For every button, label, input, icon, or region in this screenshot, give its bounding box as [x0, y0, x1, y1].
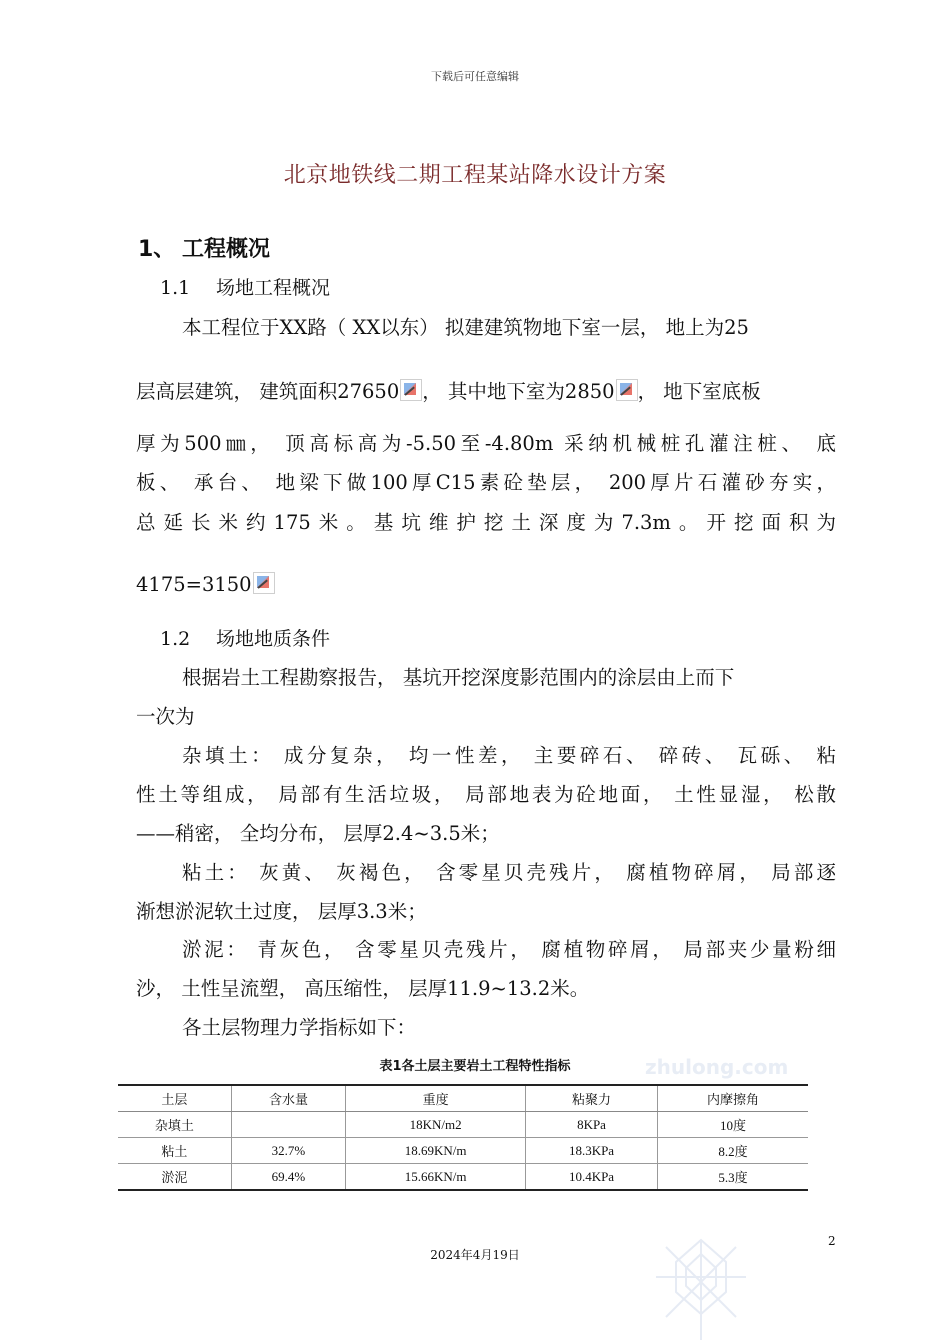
column-header: 土层 — [118, 1085, 231, 1112]
paragraph-line: 淤泥： 青灰色， 含零星贝壳残片， 腐植物碎屑， 局部夹少量粉细 — [182, 938, 836, 961]
paragraph-line: 性土等组成， 局部有生活垃圾， 局部地表为砼地面， 土性显湿， 松散 — [136, 783, 836, 806]
table-cell: 10.4KPa — [525, 1164, 657, 1191]
paragraph-line: 本工程位于XX路（ XX以东） 拟建建筑物地下室一层， 地上为25 — [182, 316, 749, 339]
table-header-row — [118, 1085, 808, 1112]
paragraph-line — [136, 572, 836, 596]
paragraph-line: 根据岩土工程勘察报告， 基坑开挖深度影范围内的涂层由上而下 — [182, 666, 735, 689]
paragraph-line: ——稍密， 全均分布， 层厚2.4~3.5米； — [136, 822, 500, 845]
header-note: 下载后可任意编辑 — [431, 70, 519, 83]
table-cell: 32.7% — [231, 1138, 346, 1164]
document-title: 北京地铁线二期工程某站降水设计方案 — [283, 163, 667, 188]
subsection-number: 1.2 — [160, 628, 191, 650]
paragraph-line: 杂填土： 成分复杂， 均一性差， 主要碎石、 碎砖、 瓦砾、 粘 — [182, 744, 836, 767]
paragraph-line: 总延长米约175米。基坑维护挖土深度为7.3m。开挖面积为 — [136, 511, 836, 534]
table-cell: 10度 — [658, 1112, 808, 1138]
footer-date: 2024年4月19日 — [430, 1248, 520, 1262]
section-heading-1 — [138, 232, 270, 263]
table-cell — [231, 1112, 346, 1138]
paragraph-line: 板、 承台、 地梁下做100厚C15素砼垫层， 200厚片石灌砂夯实， — [136, 471, 836, 494]
paragraph-line: 一次为 — [136, 705, 195, 728]
text-run: ， 其中地下室为2850 — [422, 380, 615, 403]
soil-properties-table — [118, 1084, 808, 1191]
subsection-label: 场地工程概况 — [216, 277, 331, 299]
paragraph-line: 厚为500㎜， 顶高标高为-5.50至-4.80m 采纳机械桩孔灌注桩、 底 — [136, 432, 836, 455]
column-header: 重度 — [346, 1085, 526, 1112]
table-cell: 69.4% — [231, 1164, 346, 1191]
table-cell: 8.2度 — [658, 1138, 808, 1164]
section-number: 1、 — [138, 237, 176, 262]
table-cell: 5.3度 — [658, 1164, 808, 1191]
table-cell: 杂填土 — [118, 1112, 231, 1138]
table-row — [118, 1138, 808, 1164]
broken-image-icon — [400, 379, 422, 401]
table-cell: 18KN/m2 — [346, 1112, 526, 1138]
table-cell: 18.69KN/m — [346, 1138, 526, 1164]
text-run: 4175=3150 — [136, 573, 252, 596]
subsection-number: 1.1 — [160, 277, 191, 299]
page-number: 2 — [828, 1234, 836, 1248]
column-header: 含水量 — [231, 1085, 346, 1112]
column-header: 粘聚力 — [525, 1085, 657, 1112]
broken-image-icon — [253, 572, 275, 594]
paragraph-line: 各土层物理力学指标如下： — [182, 1016, 417, 1039]
paragraph-line — [136, 376, 836, 404]
table-row — [118, 1164, 808, 1191]
table-cell: 粘土 — [118, 1138, 231, 1164]
table-row — [118, 1112, 808, 1138]
broken-image-icon — [616, 379, 638, 401]
table-caption: 表1各土层主要岩土工程特性指标 — [379, 1059, 571, 1074]
watermark-text: zhulong.com — [645, 1055, 789, 1079]
paragraph-line: 渐想淤泥软土过度， 层厚3.3米； — [136, 900, 427, 923]
text-run: 层高层建筑， 建筑面积27650 — [136, 380, 400, 403]
subsection-heading-1-1 — [160, 273, 330, 300]
column-header: 内摩擦角 — [658, 1085, 808, 1112]
text-run: ， 地下室底板 — [637, 380, 761, 403]
table-cell: 18.3KPa — [525, 1138, 657, 1164]
subsection-label: 场地地质条件 — [216, 628, 331, 650]
section-label: 工程概况 — [182, 237, 271, 262]
subsection-heading-1-2 — [160, 624, 330, 651]
paragraph-line: 粘土： 灰黄、 灰褐色， 含零星贝壳残片， 腐植物碎屑， 局部逐 — [182, 861, 836, 884]
table-cell: 15.66KN/m — [346, 1164, 526, 1191]
table-cell: 8KPa — [525, 1112, 657, 1138]
watermark-logo-icon — [636, 1232, 766, 1342]
paragraph-line: 沙， 土性呈流塑， 高压缩性， 层厚11.9~13.2米。 — [136, 977, 590, 1000]
table-cell: 淤泥 — [118, 1164, 231, 1191]
